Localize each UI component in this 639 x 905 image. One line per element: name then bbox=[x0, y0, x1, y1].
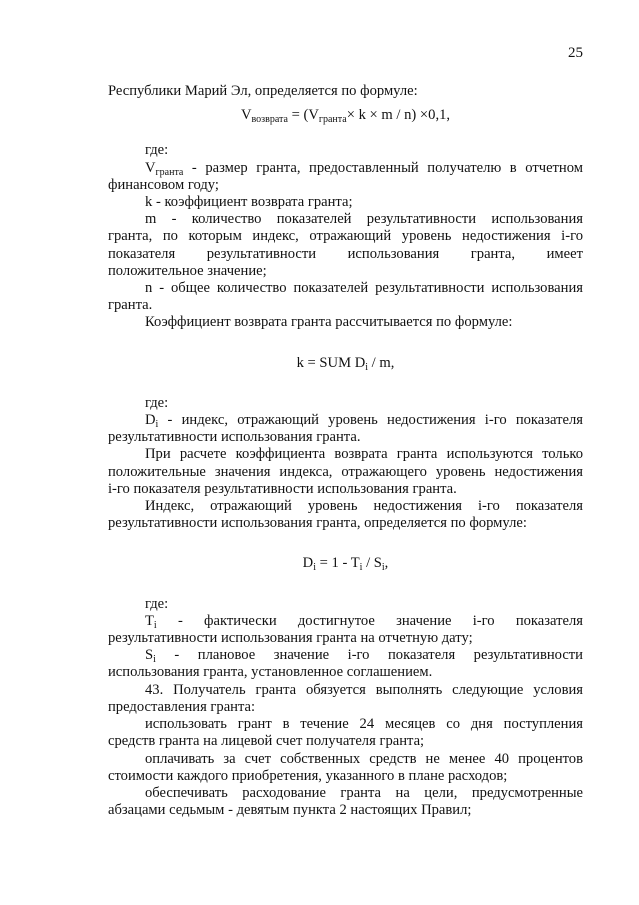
formula-text: k = SUM D bbox=[296, 354, 366, 371]
formula-var: V bbox=[240, 107, 252, 124]
intro-line: Республики Марий Эл, определяется по формуле: bbox=[108, 83, 418, 99]
condition-ensure-2: абзацами седьмым - девятым пункта 2 настоящих Правил; bbox=[108, 802, 472, 819]
formula-text: / m, bbox=[368, 354, 395, 371]
subscript: i bbox=[155, 419, 159, 431]
condition-use-1: использовать грант в течение 24 месяцев со дня поступления bbox=[145, 716, 583, 733]
definition-text: - плановое значение i-го показателя результативности bbox=[155, 647, 583, 664]
calc-paragraph-1: При расчете коэффициента возврата гранта используются только bbox=[145, 446, 583, 463]
where-label: где: bbox=[145, 595, 169, 612]
definition-m-1: m - количество показателей результативности использования bbox=[145, 211, 583, 228]
subscript: гранта bbox=[155, 166, 184, 178]
subscript: i bbox=[153, 619, 157, 631]
formula-text: / S bbox=[362, 555, 382, 572]
index-paragraph-2: результативности использования гранта, определяется по формуле: bbox=[108, 515, 527, 532]
definition-k: k - коэффициент возврата гранта; bbox=[145, 194, 353, 211]
where-label: где: bbox=[145, 142, 169, 159]
document-body bbox=[108, 83, 583, 819]
formula-var: D bbox=[302, 555, 314, 572]
definition-m-2: гранта, по которым индекс, отражающий уровень недостижения i-го bbox=[108, 228, 583, 245]
where-label: где: bbox=[145, 394, 169, 411]
formula-text: = 1 - T bbox=[316, 555, 360, 572]
definition-n-2: гранта. bbox=[108, 297, 153, 314]
definition-m-4: положительное значение; bbox=[108, 262, 267, 279]
var: D bbox=[145, 412, 156, 429]
k-formula bbox=[108, 355, 583, 372]
page-number: 25 bbox=[568, 45, 583, 61]
return-formula bbox=[108, 107, 583, 124]
clause-43-1: 43. Получатель гранта обязуется выполнять следующие условия bbox=[145, 681, 583, 698]
definition-si bbox=[108, 647, 583, 664]
definition-text: - фактически достигнутое значение i-го показателя bbox=[156, 612, 583, 629]
k-formula-intro: Коэффициент возврата гранта рассчитывается по формуле: bbox=[145, 314, 513, 331]
definition-text: - размер гранта, предоставленный получателю в отчетном bbox=[183, 159, 583, 176]
calc-paragraph-2: положительные значения индекса, отражающего уровень недостижения bbox=[108, 463, 583, 480]
d-formula bbox=[108, 555, 583, 572]
definition-vgrant-cont: финансовом году; bbox=[108, 176, 219, 193]
definition-di-cont: результативности использования гранта. bbox=[108, 429, 361, 446]
definition-ti-cont: результативности использования гранта на отчетную дату; bbox=[108, 630, 473, 647]
formula-subscript: гранта bbox=[318, 114, 347, 126]
formula-subscript: i bbox=[365, 361, 369, 373]
formula-subscript: i bbox=[381, 562, 385, 574]
condition-ensure-1: обеспечивать расходование гранта на цели, предусмотренные bbox=[145, 784, 583, 801]
definition-vgrant bbox=[108, 160, 583, 177]
clause-43-2: предоставления гранта: bbox=[108, 698, 256, 715]
subscript: i bbox=[153, 654, 156, 666]
formula-subscript: возврата bbox=[251, 114, 288, 126]
condition-pay-1: оплачивать за счет собственных средств не менее 40 процентов bbox=[145, 750, 583, 767]
formula-var: V bbox=[308, 107, 319, 124]
formula-tail: × k × m / n) ×0,1, bbox=[346, 107, 451, 124]
definition-di bbox=[108, 412, 583, 429]
formula-subscript: i bbox=[313, 562, 316, 574]
formula-text: , bbox=[384, 555, 389, 572]
var: T bbox=[145, 612, 154, 629]
condition-use-2: средств гранта на лицевой счет получателя гранта; bbox=[108, 733, 425, 750]
definition-n-1: n - общее количество показателей результативности использования bbox=[145, 280, 583, 297]
definition-ti bbox=[108, 613, 583, 630]
definition-text: - индекс, отражающий уровень недостижения i-го показателя bbox=[158, 412, 583, 429]
formula-operator: = ( bbox=[287, 107, 309, 124]
var: V bbox=[145, 159, 156, 176]
var: S bbox=[145, 647, 154, 664]
definition-m-3: показателя результативности использования гранта, имеет bbox=[108, 245, 583, 262]
definition-si-cont: использования гранта, установленное соглашением. bbox=[108, 664, 433, 681]
formula-subscript: i bbox=[359, 562, 363, 574]
index-paragraph-1: Индекс, отражающий уровень недостижения i-го показателя bbox=[145, 498, 583, 515]
condition-pay-2: стоимости каждого приобретения, указанного в плане расходов; bbox=[108, 767, 508, 784]
calc-paragraph-3: i-го показателя результативности использования гранта. bbox=[108, 480, 457, 497]
